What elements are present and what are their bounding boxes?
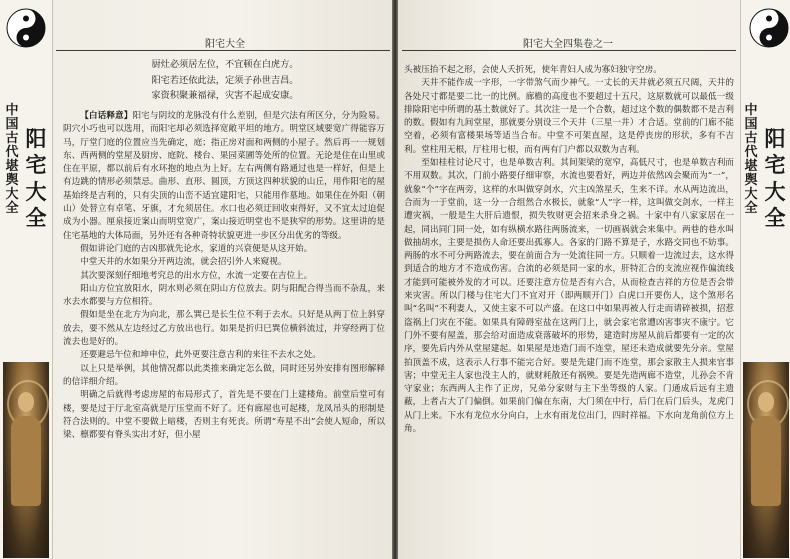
running-head-left: 阳宅大全 [205,39,245,50]
section-label: 【白话释意】 [80,111,133,121]
verse-line: 厨灶必须居左位，不宜顿在白虎方。 [151,59,299,70]
verse-block [60,57,390,104]
buddha-statue-image [743,362,789,558]
taiji-icon [6,8,46,48]
book-title-vertical: 阳 宅 大 全 [25,126,47,230]
verse-line: 家资积聚兼福禄，灾害不起成安康。 [151,90,299,101]
paragraph: 中堂天井的水如果分开两边流，就会招引外人来窥视。 [80,257,287,268]
buddha-statue-image [3,362,49,558]
taiji-icon [749,8,789,48]
paragraph: 其次要深刻仔细地考究总的出水方位，水流一定要在吉位上。 [80,270,313,281]
left-body-text [63,110,385,442]
verse-line: 阳宅若还依此法，定须子孙世吉昌。 [151,74,299,86]
book-title-vertical: 阳 宅 大 全 [764,126,786,230]
paragraph: 天井不能作成一字形，一字带煞气而少神气。一丈长的天井就必须五尺阔，天井的各处尺寸都是要二比一的比例。廊檐的高度也不要超过十五尺，这原数就可以最低一级排除阳宅中所谓的基土数就好了。其次注一是一个合数，超过这个数的偶数都不是吉利的数。假如有九间堂屋，那就要分别设三个天井（三星一井）才合适。堂前的门廊不能空着，必须有富楼果场等适当合布。中堂不可架直屋，这是停丧房的形状，多有不吉利。堂柱用无根，厅柱用七根，而有两有门户都以双数为吉利。 [404,78,734,155]
series-title-vertical: 中 国 古 代 堪 舆 大 全 [5,103,19,217]
header-rule-right [402,50,736,51]
paragraph: 明确之后就得考虑房屋的布局形式了，首先是不要在门上建楼角。前堂后堂可有楼，要是过于厅北室高就是厅压堂而不好了。还有廊屋也可起楼，龙凤吊头的形制是符合法则的。中堂不要做上暗楼，否则主有死丧。所谓“寿星不出”会使人短命，所以梁、檩都要有脊头实出才好，但小屋 [63,390,385,441]
right-sidebar-strip [740,0,790,559]
paragraph: 假如是坐在北方为向北，那么巽已是长生位不利于去水。只好是从两丁位上斜穿放去，要不然从左边经过乙方放出也行。如果是折归巳巽位横斜流过，并穿经两丁位流去也是好的。 [63,310,385,348]
running-head-right: 阳宅大全四集卷之一 [523,39,613,50]
right-page [398,0,790,559]
paragraph: 假如讲论门庭的吉凶那就先论水，家道的兴衰便是从这开始。 [80,243,313,254]
right-body-text [404,64,734,436]
paragraph: 【白话释意】阳宅与阴坟的龙脉没有什么差别，但是穴法有所区分，分为险易。阴穴小巧也可以选用，而阳宅却必须选择宽敞平坦的地方。明堂区域要宽广得能容万马，厅堂门庭的位置应当先确定，庭；指正房对面和两侧的小屋子。然后再一一规划东、西两侧的堂屋及厨房、庭院、楼台、果园菜圃等处所的位置。无论是住在山里或住在平原，都以前后有水环抱的地点为上好。左右两侧有路通过也是一样好，但是上有边跳的情形必须禁忌。曲形、直形、圆顶，方顶这四种状貌的山丘，用作阳宅的屋基始终是吉利的，只有尖顶的山峦不适宜建阳宅，只能用作墓地。如果住在外阳（朝山）处替立有卓笔、牙旗，才允须居住。水口也必须迂回收束得好，又不宜太过迫促成为小器。厘泉接近案山而明堂宽广，案山接近明堂也不是狭窄的形势。这里讲的是住宅基地的大体局面，另外还有各种奇特状貌更进一步区分出优劣的等级。 [63,111,385,241]
left-page [0,0,392,559]
paragraph: 至如桂柱讨论尺寸，也是单数吉利。其间架梁的宽窄，高低尺寸，也是单数吉利而不用双数。其次，门前小路要仔细审察，水流也要看好，两边并依然凶会聚而为“一”，就象“个”字在两旁，这样的水叫做穿剑水，穴主凶煞星夭，生来不详。水从两边流出，合而为一于堂前，这一分一合组然合水极长，就象“人”字一样，这叫做交剑水，一样主遭灾祸，一般是生大肝后遗恨，损失牧财更会招来杀身之祸。十家中有八家家居在一起，同出同门同一处，如有纵横水路往两肠流来，一切画祸就会来集中。两巷的巷水叫做抽胡水，主要是损伤人命还要出孤寡人。各家的门路不算是子，水路交同也不妨事。两肠的水不可分两路流去，要在前面合为一处流往同一方。只顺着一边流过去，这水得到适合的地方才不造成伤害。合流的必须是同一家的水，肝特汇合的支流应视作偏流线才能到可能被外发的才可以。还要注意方位是否有六合，从而检查吉祥的方位是否会带来灾害。所以门楼与住宅大门不宜对开（即两顺开门）白虎口开要伤人，这个煞形名叫“名叫”不利妻人，又使主家不可以产盛。在这口中如果再被人行走而请碎被损，招惹盗祸上门灾在不能。如果具有障碍室盐在这两门上，就会家宅常遭凶害事灾不康宁。它门外不要有屋盖，那会给对面造成衰落破坏的形势，建造时房屋从前后都要有一定的次序，要先后内外从堂屋建起。如果屋是违造门而不连堂，屋还未造成就要先分亲。堂屋拍顶盖不成，这表示人行事不能完合好。要是先建门而不连堂，那会家散主人损来官事害；中堂无主人家也没主人的，就财耗散还有祸殃。要是先造两廊不造堂，儿孙会不肯守家业；东西两人主作了正房，兄弟分家财与主下坐等级的人家。门通成后远有主遗蔽，上者占大了门偏倒。如果前门偏在东南，大门须在中行，后门在后门后头，龙虎门从门上来。下水有龙位水分向白，上水有雨龙位出门，四时祥福。下水向龙角前位方上角。 [404,158,734,435]
header-rule-left [56,50,390,51]
left-sidebar-strip [0,0,53,559]
paragraph: 阳山方位宜放阳水，阴水则必须在阴山方位放去。阴与阳配合得当而不杂乱，来水去水都要与方位相符。 [63,283,385,308]
paragraph: 还要避忌午位和坤申位，此外更要注意吉利的来往不去水之处。 [80,350,321,361]
series-title-vertical: 中 国 古 代 堪 舆 大 全 [744,103,758,217]
paragraph: 以上只是举例，其他情况都以此类推来确定怎么做，同时还另外安排有图形解释的信详细介绍。 [63,363,385,387]
paragraph: 头被压抬不起之形，会使人夭折死，使年青妇人成为寡妇独守空房。 [404,65,662,75]
